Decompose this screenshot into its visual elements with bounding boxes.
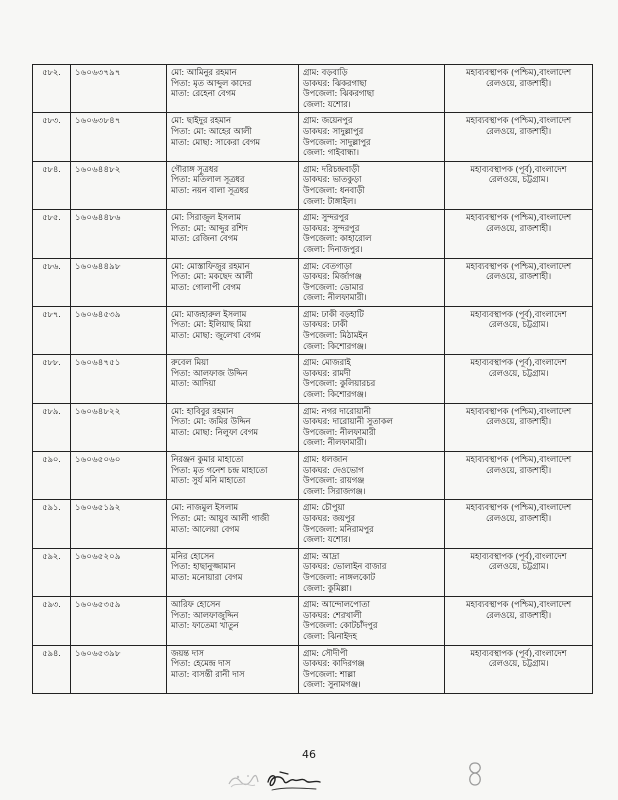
candidate-line: মাতা: বাসন্তী রানী দাস — [171, 668, 245, 679]
address-cell — [299, 500, 445, 548]
roll-number-cell — [71, 306, 167, 354]
candidate-line: পিতা: মতিলাল সূত্রধর — [171, 174, 245, 185]
page-number: 46 — [302, 748, 316, 761]
office-line: রেলওয়ে, রাজশাহী। — [485, 77, 552, 88]
candidate-line: মাতা: সুর্য মনি মাহাতো — [171, 475, 246, 486]
office-line: রেলওয়ে, চট্টগ্রাম। — [488, 367, 549, 378]
address-line: গ্রাম: সৌদীপী — [303, 647, 348, 658]
roll-number-cell — [71, 210, 167, 258]
address-cell — [299, 403, 445, 451]
office-line: মহাব্যবস্থাপক (পশ্চিম),বাংলাদেশ — [465, 260, 572, 271]
candidate-line: মাতা: আলেয়া বেগম — [171, 523, 240, 534]
office-line: রেলওয়ে, চট্টগ্রাম। — [488, 658, 549, 669]
candidate-line: জয়ন্ত দাস — [171, 647, 204, 658]
table-row — [33, 306, 593, 354]
address-cell — [299, 210, 445, 258]
table-row — [33, 210, 593, 258]
candidate-cell — [167, 452, 299, 500]
roll-number: ১৬০৬৫০৬০ — [75, 454, 121, 464]
table-row — [33, 452, 593, 500]
office-line: রেলওয়ে, চট্টগ্রাম। — [488, 319, 549, 330]
office-line: মহাব্যবস্থাপক (পশ্চিম),বাংলাদেশ — [465, 212, 572, 223]
serial-number: ৫৯১. — [42, 502, 61, 513]
office-line: রেলওয়ে, চট্টগ্রাম। — [488, 174, 549, 185]
address-line: ডাকঘর: ঢাকী — [303, 319, 348, 330]
candidate-line: মো: ছাইদুর রহমান — [171, 115, 232, 126]
address-cell — [299, 113, 445, 161]
address-line: জেলা: গাইবান্ধা। — [303, 147, 359, 158]
candidate-line: পিতা: মো: মকছেদ আলী — [171, 271, 253, 282]
office-cell — [445, 161, 593, 209]
candidate-cell — [167, 161, 299, 209]
roll-number-cell — [71, 403, 167, 451]
address-line: জেলা: যশোর। — [303, 98, 351, 109]
office-cell — [445, 113, 593, 161]
serial-number: ৫৯৩. — [42, 599, 61, 610]
address-line: উপজেলা: রায়গঞ্জ — [303, 475, 365, 486]
candidate-line: মাতা: ফাতেমা খাতুন — [171, 620, 239, 631]
serial-number-cell — [33, 403, 71, 451]
candidate-line: মাতা: রেজিনা বেগম — [171, 233, 238, 244]
serial-number: ৫৯০. — [42, 454, 61, 464]
candidate-line: পিতা: আলফাজ উদ্দিন — [171, 367, 248, 378]
serial-number-cell — [33, 548, 71, 596]
office-line: মহাব্যবস্থাপক (পশ্চিম),বাংলাদেশ — [465, 454, 572, 464]
address-line: ডাকঘর: শেরখালী — [303, 609, 362, 620]
address-line: গ্রাম: বড়বাড়ি — [303, 67, 348, 77]
office-line: রেলওয়ে, রাজশাহী। — [485, 512, 552, 523]
office-line: রেলওয়ে, রাজশাহী। — [485, 416, 552, 427]
candidate-line: পিতা: মো: আব্দুর রশিদ — [171, 222, 248, 233]
address-line: গ্রাম: আন্দোলপোতা — [303, 599, 370, 610]
table-row — [33, 65, 593, 113]
address-line: ডাকঘর: ভোলাইন বাজার — [303, 561, 387, 572]
serial-number: ৫৮৯. — [42, 405, 61, 416]
serial-number: ৫৮২. — [42, 67, 61, 77]
serial-number-cell — [33, 258, 71, 306]
candidate-line: মো: হাবিবুর রহমান — [171, 405, 234, 416]
roll-number-cell — [71, 355, 167, 403]
candidate-cell — [167, 113, 299, 161]
serial-number-cell — [33, 113, 71, 161]
address-line: উপজেলা: মনিরামপুর — [303, 523, 374, 534]
address-line: ডাকঘর: সাদুল্লাপুর — [303, 125, 364, 136]
office-line: মহাব্যবস্থাপক (পশ্চিম),বাংলাদেশ — [465, 405, 572, 416]
candidate-line: পিতা: মো: জমির উদ্দিন — [171, 416, 251, 427]
serial-number-cell — [33, 645, 71, 693]
roll-number-cell — [71, 597, 167, 645]
address-line: উপজেলা: মিঠামইন — [303, 330, 368, 341]
serial-number-cell — [33, 597, 71, 645]
roll-number-cell — [71, 258, 167, 306]
candidate-line: মাতা: রেহেনা বেগম — [171, 88, 236, 99]
address-line: গ্রাম: বেতগাড়া — [303, 260, 353, 271]
candidate-cell — [167, 645, 299, 693]
candidate-line: পিতা: মৃত গনেশ চন্দ্র মাহাতো — [171, 464, 268, 475]
address-cell — [299, 645, 445, 693]
address-line: গ্রাম: ঢাকী বড়হাটি — [303, 308, 364, 319]
candidate-cell — [167, 258, 299, 306]
address-line: জেলা: যশোর। — [303, 534, 351, 545]
table-row — [33, 500, 593, 548]
address-line: জেলা: নীলফামারী। — [303, 292, 367, 303]
address-cell — [299, 355, 445, 403]
candidate-line: মাতা: গোলাপী বেগম — [171, 281, 241, 292]
address-line: গ্রাম: ধলজান — [303, 454, 348, 464]
candidate-line: মাতা: আদিয়া — [171, 378, 216, 389]
address-line: উপজেলা: কুলিয়ারচর — [303, 378, 376, 389]
office-line: মহাব্যবস্থাপক (পূর্ব),বাংলাদেশ — [470, 647, 567, 658]
roll-number: ১৬০৬৫৩৫৯ — [75, 599, 121, 610]
address-line: জেলা: কিশোরগঞ্জ। — [303, 340, 367, 351]
candidate-line: পিতা: মো: আয়ুব আলী গাজী — [171, 512, 270, 523]
candidate-line: পিতা: মো: আহের আলী — [171, 125, 252, 136]
serial-number-cell — [33, 306, 71, 354]
address-line: উপজেলা: নীলফামারী — [303, 426, 376, 437]
office-line: রেলওয়ে, রাজশাহী। — [485, 271, 552, 282]
table-row — [33, 548, 593, 596]
serial-number: ৫৯৪. — [42, 647, 61, 658]
office-cell — [445, 65, 593, 113]
address-line: ডাকঘর: মির্জাগঞ্জ — [303, 271, 362, 282]
roll-number: ১৬০৬৪৪৮২ — [75, 163, 121, 174]
roll-number: ১৬০৬৫৩৯৮ — [75, 647, 121, 658]
office-cell — [445, 645, 593, 693]
address-line: ডাকঘর: সুন্দরপুর — [303, 222, 360, 233]
candidate-line: মনির হোসেন — [171, 550, 215, 561]
address-line: ডাকঘর: দেওভোগ — [303, 464, 364, 475]
candidate-cell — [167, 355, 299, 403]
candidate-line: রুবেল মিয়া — [171, 357, 209, 368]
candidate-line: মো: নাজমুল ইসলাম — [171, 502, 239, 513]
office-line: মহাব্যবস্থাপক (পশ্চিম),বাংলাদেশ — [465, 115, 572, 126]
address-line: গ্রাম: সুন্দরপুর — [303, 212, 349, 223]
office-line: মহাব্যবস্থাপক (পশ্চিম),বাংলাদেশ — [465, 67, 572, 77]
candidate-line: মাতা: মোছা: নিলুফা বেগম — [171, 426, 258, 437]
roll-number-cell — [71, 161, 167, 209]
candidate-line: মো: মোস্তাফিজুর রহমান — [171, 260, 250, 271]
serial-number-cell — [33, 500, 71, 548]
records-table-body — [33, 65, 593, 694]
office-cell — [445, 597, 593, 645]
address-line: ডাকঘর: ভাতকুড়া — [303, 174, 362, 185]
candidate-line: পিতা: আলফাজুদ্দিন — [171, 609, 239, 620]
candidate-line: পিতা: মো: ইলিয়াছ মিয়া — [171, 319, 251, 330]
candidate-cell — [167, 548, 299, 596]
roll-number: ১৬০৬৫১৯২ — [75, 502, 121, 513]
candidate-line: পিতা: হাছানুজ্জামান — [171, 561, 236, 572]
office-line: রেলওয়ে, রাজশাহী। — [485, 609, 552, 620]
serial-number-cell — [33, 210, 71, 258]
table-row — [33, 597, 593, 645]
address-line: জেলা: টাঙ্গাইল। — [303, 195, 357, 206]
candidate-line: মাতা: নয়ন বালা সূত্রধর — [171, 184, 249, 195]
roll-number: ১৬০৬৫২০৯ — [75, 550, 121, 561]
address-line: উপজেলা: কাহারোল — [303, 233, 372, 244]
roll-number: ১৬০৬৪৭৫১ — [75, 357, 121, 368]
address-line: গ্রাম: মোজরাই — [303, 357, 351, 368]
candidate-line: মো: সিরাজুল ইসলাম — [171, 212, 241, 223]
office-line: মহাব্যবস্থাপক (পূর্ব),বাংলাদেশ — [470, 308, 567, 319]
address-line: গ্রাম: দরিচন্দ্রবাড়ী — [303, 163, 360, 174]
candidate-line: মো: মাজহারুল ইসলাম — [171, 308, 247, 319]
candidate-line: মাতা: মোছা: জুলেখা বেগম — [171, 330, 261, 341]
roll-number: ১৬০৬৪৫৩৯ — [75, 308, 121, 319]
roll-number: ১৬০৬৪৪৮৬ — [75, 212, 121, 223]
handwritten-mark-icon — [462, 760, 488, 788]
table-row — [33, 645, 593, 693]
office-cell — [445, 210, 593, 258]
office-line: রেলওয়ে, রাজশাহী। — [485, 125, 552, 136]
office-line: রেলওয়ে, চট্টগ্রাম। — [488, 561, 549, 572]
candidate-line: গৌরাঙ্গ সূত্রধর — [171, 163, 219, 174]
serial-number: ৫৮৬. — [42, 260, 61, 271]
candidate-cell — [167, 597, 299, 645]
serial-number: ৫৮৩. — [42, 115, 61, 126]
roll-number: ১৬০৬৪৪৯৮ — [75, 260, 121, 271]
address-line: ডাকঘর: ঝিকরগাছা — [303, 77, 367, 88]
serial-number: ৫৮৪. — [42, 163, 61, 174]
office-cell — [445, 548, 593, 596]
candidate-line: পিতা: মৃত আব্দুল কাদের — [171, 77, 252, 88]
address-cell — [299, 65, 445, 113]
roll-number: ১৬০৬৩৭৯৭ — [75, 67, 121, 77]
address-line: ডাকঘর: জয়পুর — [303, 512, 355, 523]
address-cell — [299, 548, 445, 596]
candidate-cell — [167, 403, 299, 451]
serial-number: ৫৮৫. — [42, 212, 61, 223]
address-cell — [299, 161, 445, 209]
address-line: জেলা: নীলফামারী। — [303, 437, 367, 448]
address-line: উপজেলা: নাঙ্গলকোট — [303, 571, 375, 582]
roll-number: ১৬০৬৪৮২২ — [75, 405, 121, 416]
serial-number: ৫৮৭. — [42, 308, 61, 319]
table-row — [33, 161, 593, 209]
candidate-line: আরিফ হোসেন — [171, 599, 221, 610]
table-row — [33, 403, 593, 451]
address-line: গ্রাম: চৌপুয়া — [303, 502, 345, 513]
serial-number-cell — [33, 452, 71, 500]
address-line: গ্রাম: নগর দারোয়ানী — [303, 405, 371, 416]
address-line: উপজেলা: ঝিকরগাছা — [303, 88, 375, 99]
roll-number-cell — [71, 500, 167, 548]
candidate-cell — [167, 65, 299, 113]
serial-number: ৫৯২. — [42, 550, 61, 561]
signature-icon — [262, 768, 324, 794]
serial-number-cell — [33, 65, 71, 113]
office-line: রেলওয়ে, রাজশাহী। — [485, 464, 552, 475]
address-line: ডাকঘর: কাদিরগঞ্জ — [303, 658, 365, 669]
candidate-cell — [167, 210, 299, 258]
address-cell — [299, 258, 445, 306]
candidate-cell — [167, 500, 299, 548]
office-line: রেলওয়ে, রাজশাহী। — [485, 222, 552, 233]
serial-number: ৫৮৮. — [42, 357, 61, 368]
address-line: জেলা: সিরাজগঞ্জ। — [303, 485, 366, 496]
address-line: উপজেলা: সাদুল্লাপুর — [303, 136, 371, 147]
address-cell — [299, 452, 445, 500]
records-table — [32, 64, 593, 694]
roll-number-cell — [71, 452, 167, 500]
address-line: উপজেলা: শাল্লা — [303, 668, 356, 679]
candidate-line: পিতা: হেমেন্দ্র দাস — [171, 658, 231, 669]
office-cell — [445, 258, 593, 306]
roll-number: ১৬০৬৩৮৪৭ — [75, 115, 121, 126]
candidate-cell — [167, 306, 299, 354]
address-line: জেলা: সুনামগঞ্জ। — [303, 679, 361, 690]
candidate-line: নিরঞ্জন কুমার মাহাতো — [171, 454, 244, 464]
address-line: উপজেলা: ধনবাড়ী — [303, 184, 365, 195]
roll-number-cell — [71, 113, 167, 161]
table-row — [33, 258, 593, 306]
address-line: উপজেলা: ডোমার — [303, 281, 364, 292]
office-line: মহাব্যবস্থাপক (পূর্ব),বাংলাদেশ — [470, 550, 567, 561]
address-line: গ্রাম: আদ্রা — [303, 550, 340, 561]
office-line: মহাব্যবস্থাপক (পূর্ব),বাংলাদেশ — [470, 357, 567, 368]
office-line: মহাব্যবস্থাপক (পূর্ব),বাংলাদেশ — [470, 163, 567, 174]
office-cell — [445, 452, 593, 500]
office-cell — [445, 306, 593, 354]
address-cell — [299, 597, 445, 645]
address-line: ডাকঘর: রামদী — [303, 367, 351, 378]
address-line: ডাকঘর: দারোয়ানী সুতাকল — [303, 416, 393, 427]
roll-number-cell — [71, 548, 167, 596]
address-line: জেলা: কিশোরগঞ্জ। — [303, 389, 367, 400]
table-row — [33, 355, 593, 403]
table-row — [33, 113, 593, 161]
address-cell — [299, 306, 445, 354]
roll-number-cell — [71, 65, 167, 113]
office-cell — [445, 355, 593, 403]
office-line: মহাব্যবস্থাপক (পশ্চিম),বাংলাদেশ — [465, 599, 572, 610]
serial-number-cell — [33, 161, 71, 209]
candidate-line: মো: আমিনুর রহমান — [171, 67, 237, 77]
roll-number-cell — [71, 645, 167, 693]
office-cell — [445, 500, 593, 548]
stamp-smudge-icon — [226, 772, 260, 790]
candidate-line: মাতা: মোছা: সাকেরা বেগম — [171, 136, 260, 147]
office-line: মহাব্যবস্থাপক (পশ্চিম),বাংলাদেশ — [465, 502, 572, 513]
serial-number-cell — [33, 355, 71, 403]
address-line: জেলা: ঝিনাইদহ — [303, 630, 357, 641]
address-line: উপজেলা: কোটচাঁদপুর — [303, 620, 378, 631]
office-cell — [445, 403, 593, 451]
address-line: জেলা: কুমিল্লা। — [303, 582, 352, 593]
candidate-line: মাতা: মনোয়ারা বেগম — [171, 571, 243, 582]
address-line: গ্রাম: জয়েনপুর — [303, 115, 353, 126]
address-line: জেলা: দিনাজপুর। — [303, 243, 363, 254]
